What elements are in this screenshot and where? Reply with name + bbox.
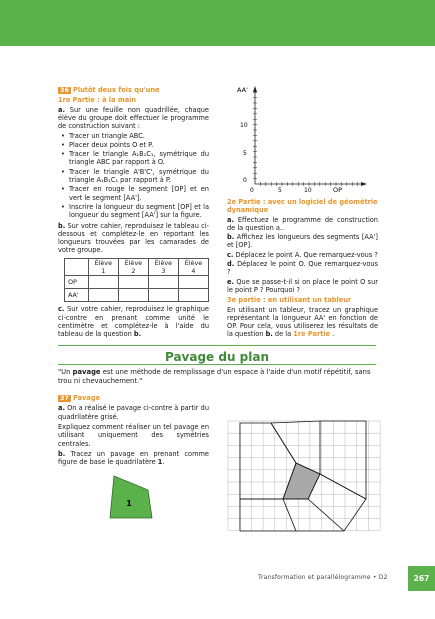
question-c: c. Sur votre cahier, reproduisez le graphique ci-contre en prenant comme unité le centimètre et complétez-le à l'aide du tableau de la question b. — [58, 305, 209, 339]
page-footer: Transformation et parallélogramme • D2 — [258, 574, 388, 581]
exercise-number: 36 — [60, 86, 69, 94]
table-header-cell: Élève 3 — [148, 258, 178, 276]
tile-edge — [320, 421, 366, 499]
step-item: • Tracer en rouge le segment [OP] et en vert le segment [AA']. — [58, 185, 209, 202]
quadrilateral-shape — [110, 476, 152, 518]
p2-question: c. Déplacez le point A. Que remarquez-vous ? — [227, 250, 378, 259]
table-row — [65, 289, 209, 302]
pavage-definition: "Un pavage est une méthode de remplissage d'un espace à l'aide d'un motif répétitif, sans trou ni chevauchement." — [58, 368, 371, 385]
tiling-figure — [226, 419, 381, 534]
step-item: • Placer deux points O et P. — [58, 141, 209, 149]
step-item: • Tracer le triangle A₁B₁C₁, symétrique du triangle ABC par rapport à O. — [58, 150, 209, 167]
exercise-36-column — [58, 86, 209, 340]
step-item: • Tracer le triangle A'B'C', symétrique du triangle A₁B₁C₁ par rapport à P. — [58, 168, 209, 185]
part2-title: 2e Partie : avec un logiciel de géométrie dynamique — [227, 198, 378, 215]
y-tick-label: 5 — [243, 150, 247, 157]
table-header-cell: Élève 2 — [118, 258, 148, 276]
question-b: b. Tracez un pavage en prenant comme figure de base le quadrilatère 1. — [58, 449, 209, 467]
quadrilateral-label: 1 — [126, 499, 132, 508]
row-label: OP — [65, 276, 89, 289]
y-tick-label: 0 — [243, 177, 247, 184]
x-axis-arrow — [361, 182, 367, 186]
question-b: b. Sur votre cahier, reproduisez le tableau ci-dessous et complétez-le en reportant les longueurs trouvées par les camarades de votre groupe. — [58, 221, 209, 255]
y-axis-arrow — [253, 86, 257, 92]
p2-question: e. Que se passe-t-il si on place le point O sur le point P ? Pourquoi ? — [227, 277, 378, 294]
p2-question: d. Déplacez le point O. Que remarquez-vous ? — [227, 260, 378, 277]
p2-question: b. Affichez les longueurs des segments [AA'] et [OP]. — [227, 233, 378, 250]
section-rule-top — [58, 345, 376, 346]
x-axis-label: OP — [333, 186, 343, 194]
exercise-number: 37 — [60, 394, 69, 402]
table-row — [65, 276, 209, 289]
quadrilateral-1 — [100, 470, 160, 526]
grey-quadrilateral — [283, 463, 320, 499]
exercise-37-column — [58, 394, 209, 467]
table-header-cell: Élève 4 — [178, 258, 208, 276]
explain-text: Expliquez comment réaliser un tel pavage en utilisant uniquement des symétries centrales. — [58, 423, 209, 448]
x-tick-label: 10 — [304, 187, 312, 194]
table-header-cell: Élève 1 — [88, 258, 118, 276]
section-rule-bottom — [58, 364, 376, 365]
part3-title: 3e partie : en utilisant un tableur — [227, 296, 352, 305]
results-table — [64, 258, 209, 303]
y-axis-label: AA' — [237, 86, 248, 94]
row-label: AA' — [65, 289, 89, 302]
exercise-36-parts-2-3 — [227, 196, 378, 340]
tile-edge — [240, 499, 296, 531]
page-number: 267 — [408, 566, 435, 591]
part1-title: 1re Partie : à la main — [58, 96, 137, 105]
exercise-title: Plutôt deux fois qu'une — [73, 86, 160, 94]
question-a: a. On a réalisé le pavage ci-contre à partir du quadrilatère grisé. — [58, 404, 209, 421]
p2-question: a. Effectuez le programme de construction de la question a.. — [227, 215, 378, 232]
tile-edge — [308, 499, 344, 531]
step-item: • Inscrire la longueur du segment [OP] et la longueur du segment [AA'] sur la figure. — [58, 203, 209, 220]
construction-steps — [58, 132, 209, 220]
y-tick-label: 10 — [240, 122, 248, 129]
exercise-title: Pavage — [73, 394, 101, 402]
x-tick-label: 0 — [250, 187, 254, 194]
table-header-row — [65, 258, 209, 276]
p3-text: En utilisant un tableur, tracez un graphique représentant la longueur AA' en fonction de OP. Pour cela, vous utiliserez les résultats de la question b. de la 1re Partie . — [227, 305, 378, 339]
x-tick-label: 5 — [278, 187, 282, 194]
step-item: • Tracer un triangle ABC. — [58, 132, 209, 140]
question-a: a. Sur une feuille non quadrillée, chaque élève du groupe doit effectuer le programme de construction suivant : — [58, 105, 209, 131]
aa-op-graph — [225, 84, 375, 196]
header-banner — [0, 0, 435, 46]
section-title: Pavage du plan — [164, 350, 270, 364]
